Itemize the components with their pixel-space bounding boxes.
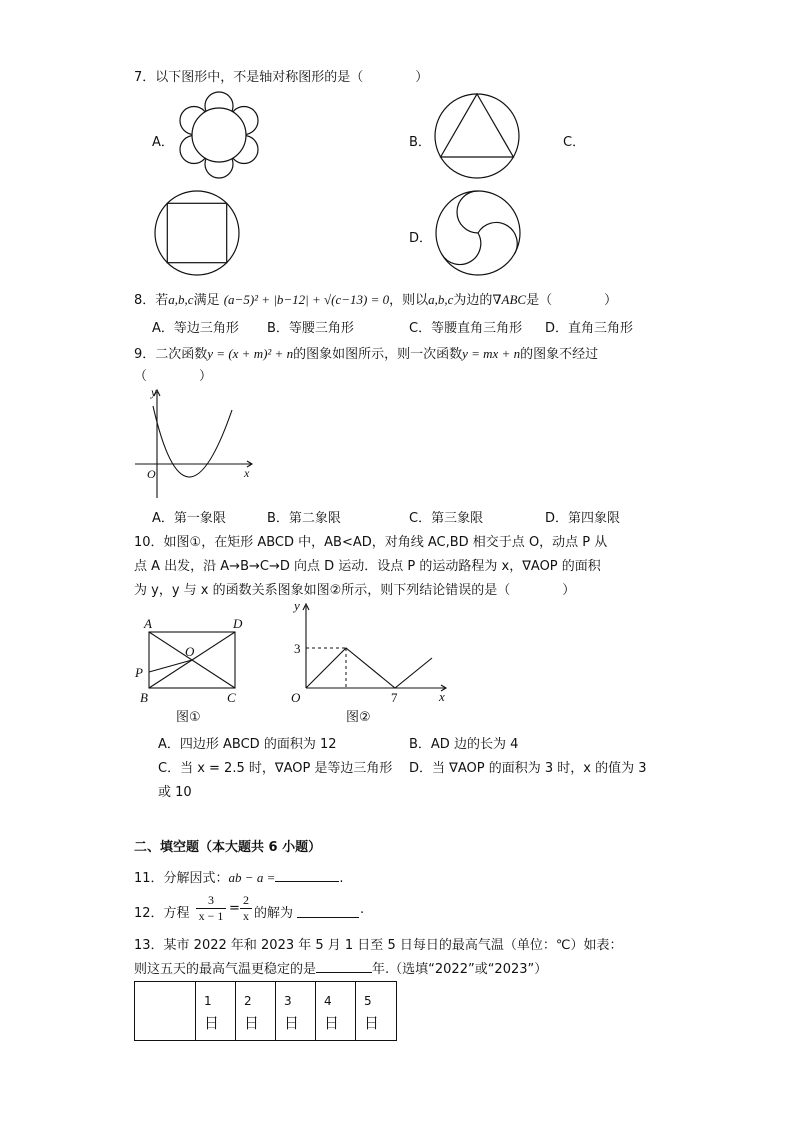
q9-option-a: A．第一象限 bbox=[152, 511, 226, 526]
center-o-label: O bbox=[185, 644, 195, 659]
q9-option-c: C．第三象限 bbox=[409, 511, 484, 526]
q8-option-d: D．直角三角形 bbox=[545, 321, 634, 336]
table-header-day-2: 2 日 bbox=[236, 982, 276, 1041]
q7-option-a-label: A． bbox=[152, 135, 174, 150]
q9-option-b: B．第二象限 bbox=[267, 511, 341, 526]
q9-answer-paren: （ ） bbox=[134, 369, 213, 384]
triskelion-figure bbox=[434, 189, 522, 277]
q12-denominator-1: x − 1 bbox=[198, 909, 224, 923]
q7-stem: 7．以下图形中，不是轴对称图形的是（ ） bbox=[134, 70, 429, 85]
circle-square-figure bbox=[154, 190, 240, 276]
graph2-axis-y: y bbox=[294, 598, 300, 613]
q12-numerator-1: 3 bbox=[208, 893, 214, 907]
figure-2-caption: 图② bbox=[346, 710, 371, 725]
q7-option-c-label: C． bbox=[563, 135, 586, 150]
q12-numerator-2: 2 bbox=[243, 893, 249, 907]
q10-line-3: 为 y，y 与 x 的函数关系图象如图②所示，则下列结论错误的是（ ） bbox=[134, 583, 576, 598]
flower-figure bbox=[176, 92, 262, 178]
q13-temperature-table bbox=[134, 981, 397, 1041]
table-header-day-4: 4 日 bbox=[316, 982, 356, 1041]
section-2-title: 二、填空题（本大题共 6 小题） bbox=[134, 840, 322, 855]
q13-answer-blank[interactable] bbox=[316, 959, 372, 973]
q11-expression: ab − a = bbox=[228, 870, 276, 885]
q10-option-d-cont: 或 10 bbox=[158, 785, 192, 800]
q9-origin: O bbox=[147, 467, 156, 481]
q7-option-b-label: B． bbox=[409, 135, 431, 150]
q9-axis-y: y bbox=[151, 385, 157, 399]
graph2-tick-3: 3 bbox=[294, 641, 301, 656]
q8-stem: 8．若a,b,c满足 (a−5)² + |b−12| + √(c−13) = 0，则以a,b,c为边的∇ABC是（ ） bbox=[134, 292, 618, 308]
graph2-axis-x: x bbox=[439, 689, 445, 704]
q8-triangle: ∇ABC bbox=[492, 292, 527, 307]
graph2-tick-7: 7 bbox=[391, 690, 398, 705]
table-header-day-1: 1 日 bbox=[196, 982, 236, 1041]
q9-option-d: D．第四象限 bbox=[545, 511, 621, 526]
table-header-day-5: 5 日 bbox=[356, 982, 397, 1041]
vertex-d-label: D bbox=[233, 616, 243, 631]
circle-triangle-figure bbox=[434, 93, 520, 179]
q10-line-2: 点 A 出发，沿 A→B→C→D 向点 D 运动．设点 P 的运动路程为 x，∇AOP 的面积 bbox=[134, 559, 601, 574]
table-header-day-3: 3 日 bbox=[276, 982, 316, 1041]
q13-line-2: 则这五天的最高气温更稳定的是 年.（选填“2022”或“2023”） bbox=[134, 958, 547, 977]
q11-stem: 11．分解因式：ab − a = . bbox=[134, 870, 344, 886]
q8-option-a: A．等边三角形 bbox=[152, 321, 239, 336]
q8-option-c: C．等腰直角三角形 bbox=[409, 321, 523, 336]
vertex-c-label: C bbox=[227, 690, 236, 705]
table-row bbox=[135, 982, 397, 1041]
vertex-a-label: A bbox=[144, 616, 152, 631]
point-p-label: P bbox=[135, 665, 143, 680]
graph2-origin: O bbox=[291, 690, 301, 705]
q9-parabola-graph bbox=[128, 386, 258, 502]
q9-linear: y = mx + n bbox=[462, 346, 521, 361]
q10-option-a: A．四边形 ABCD 的面积为 12 bbox=[158, 737, 337, 752]
q10-option-c: C．当 x = 2.5 时，∇AOP 是等边三角形 bbox=[158, 761, 393, 776]
q7-option-d-label: D． bbox=[409, 231, 433, 246]
q8-vars: a,b,c bbox=[168, 292, 194, 307]
q12-denominator-2: x bbox=[243, 909, 249, 923]
q10-function-graph bbox=[282, 598, 452, 726]
q13-line-1: 13．某市 2022 年和 2023 年 5 月 1 日至 5 日每日的最高气温（单位：℃）如表： bbox=[134, 938, 623, 953]
vertex-b-label: B bbox=[140, 690, 148, 705]
q10-option-d: D．当 ∇AOP 的面积为 3 时，x 的值为 3 bbox=[409, 761, 647, 776]
q10-rectangle-figure bbox=[130, 614, 260, 726]
q10-option-b: B．AD 边的长为 4 bbox=[409, 737, 519, 752]
q10-line-1: 10．如图①，在矩形 ABCD 中，AB<AD，对角线 AC,BD 相交于点 O，动点 P 从 bbox=[134, 535, 608, 550]
q9-quadratic: y = (x + m)² + n bbox=[207, 346, 294, 361]
q9-stem: 9．二次函数y = (x + m)² + n的图象如图所示，则一次函数y = mx + n的图象不经过 bbox=[134, 346, 599, 362]
q11-answer-blank[interactable] bbox=[275, 881, 339, 882]
q8-option-b: B．等腰三角形 bbox=[267, 321, 354, 336]
figure-1-caption: 图① bbox=[176, 710, 201, 725]
table-corner-cell bbox=[135, 982, 196, 1041]
q8-equation: (a−5)² + |b−12| + √(c−13) = 0 bbox=[223, 292, 390, 307]
q9-axis-x: x bbox=[244, 466, 250, 480]
q12-answer-blank[interactable] bbox=[297, 902, 359, 918]
